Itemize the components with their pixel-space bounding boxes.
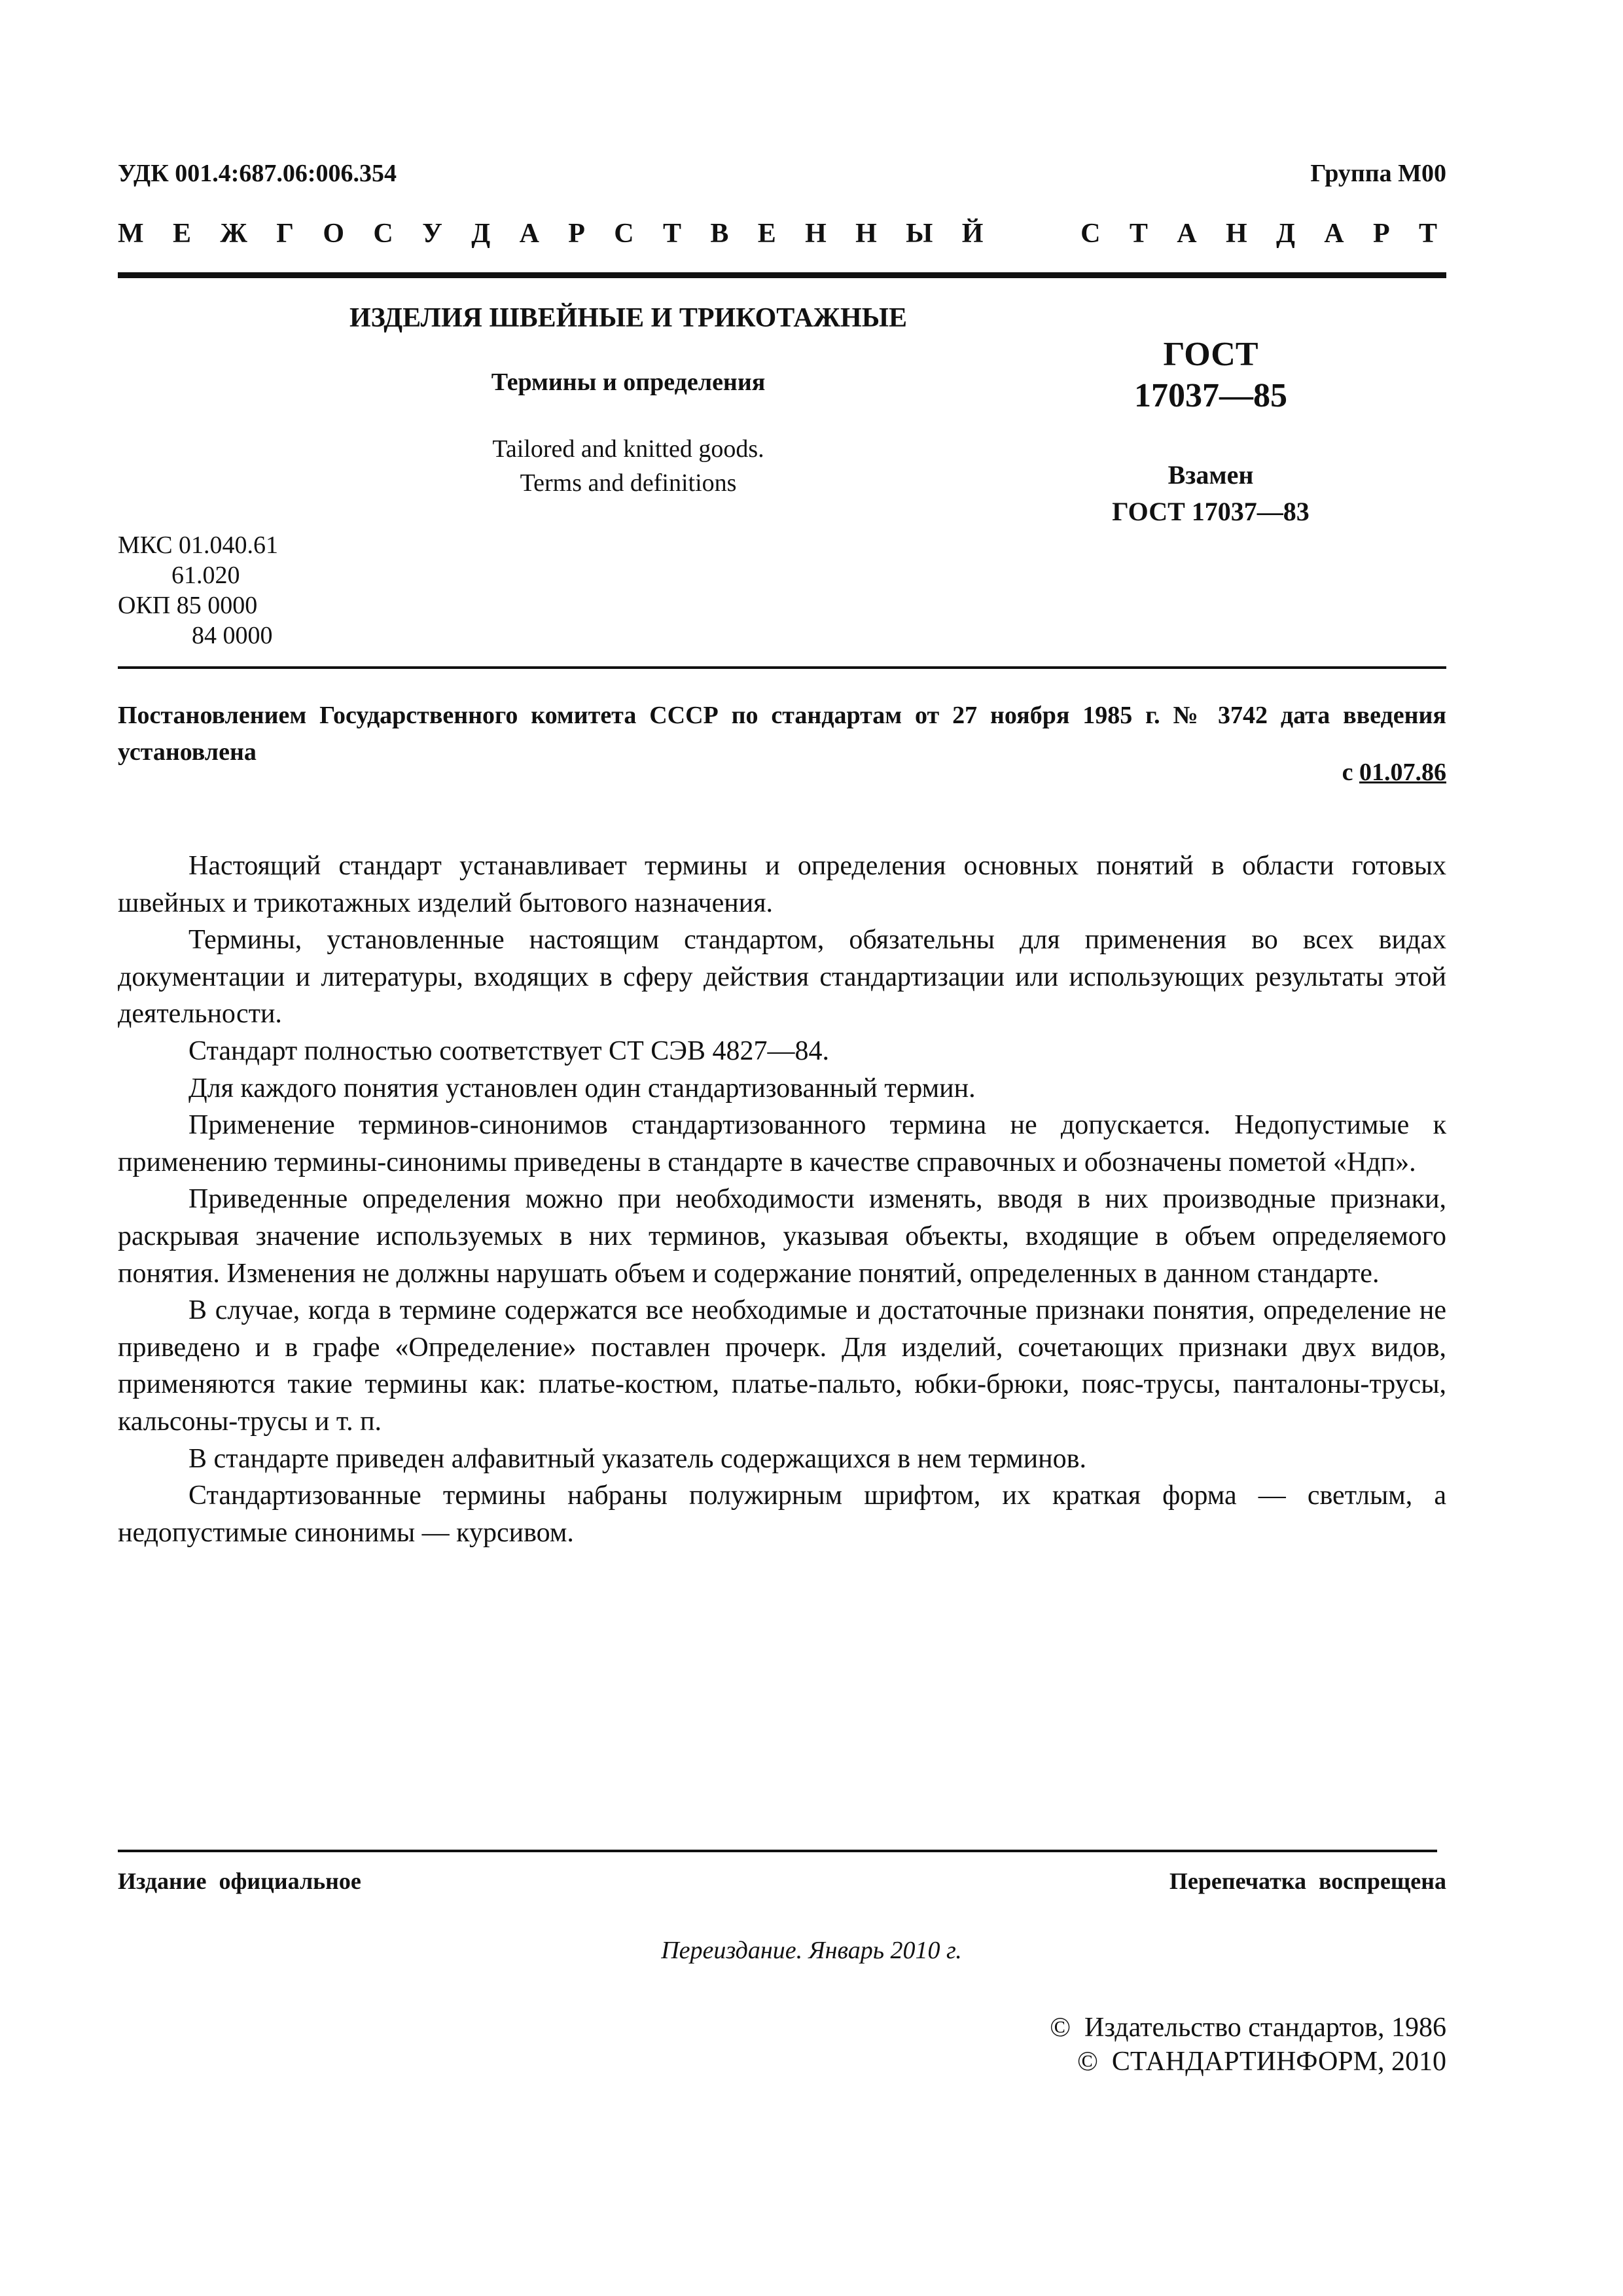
body-text: [118, 848, 1446, 1551]
letter: Н: [1225, 219, 1247, 249]
letter: А: [1324, 219, 1344, 249]
paragraph: Для каждого понятия установлен один стандартизованный термин.: [188, 1073, 976, 1103]
letter: Д: [1275, 219, 1295, 249]
letter: Н: [805, 219, 827, 249]
english-title-line2: Terms and definitions: [520, 469, 737, 497]
letter: М: [118, 219, 144, 249]
paragraph: Термины, установленные настоящим стандартом, обязательны для применения во всех видах документации и литературы, входящих в сферу действия стандартизации или использующих результаты этой деятельности.: [118, 925, 1446, 1030]
replaces-number: ГОСТ 17037—83: [1112, 497, 1310, 526]
gost-number: 17037—85: [1134, 377, 1287, 414]
udk-code: УДК 001.4:687.06:006.354: [118, 160, 397, 187]
letter: Т: [1418, 219, 1437, 249]
introduction-date: [1342, 758, 1446, 787]
paragraph: Стандарт полностью соответствует СТ СЭВ 4827—84.: [188, 1035, 829, 1066]
copyright-line-1: © Издательство стандартов, 1986: [1050, 2013, 1446, 2043]
word-gap: [1012, 214, 1052, 253]
letter: Р: [568, 219, 585, 249]
letter: Р: [1372, 219, 1390, 249]
letter: Т: [1129, 219, 1148, 249]
codes-rule: [118, 666, 1446, 669]
paragraph: Стандартизованные термины набраны полужирным шрифтом, их краткая форма — светлым, а недопустимые синонимы — курсивом.: [118, 1480, 1446, 1548]
standard-type-heading: [118, 214, 1437, 253]
paragraph: Применение терминов-синонимов стандартизованного термина не допускается. Недопустимые к применению термины-синонимы приведены в стандарте в качестве справочных и обозначены пометой «Ндп».: [118, 1110, 1446, 1177]
letter: Т: [662, 219, 681, 249]
letter: О: [323, 219, 345, 249]
footer-rule: [118, 1850, 1437, 1852]
okp-code-secondary: 84 0000: [192, 622, 273, 649]
letter: А: [1177, 219, 1197, 249]
group-code: Группа М00: [1310, 160, 1446, 187]
document-subtitle: Термины и определения: [491, 368, 766, 396]
replaces-label: Взамен: [1168, 460, 1254, 490]
header-rule: [118, 272, 1446, 278]
letter: Ж: [220, 219, 247, 249]
date-prefix: с: [1342, 759, 1353, 786]
letter: Ы: [906, 219, 933, 249]
letter: С: [614, 219, 634, 249]
letter: С: [373, 219, 393, 249]
paragraph: В стандарте приведен алфавитный указатель содержащихся в нем терминов.: [188, 1443, 1086, 1474]
classification-codes: [118, 530, 278, 651]
paragraph: Приведенные определения можно при необходимости изменять, вводя в них производные признаки, раскрывая значение используемых в них терминов, указывая объекты, входящие в объем определяемого понятия. Изменения не должны нарушать объем и содержание понятий, определенных в данном стандарте.: [118, 1184, 1446, 1289]
english-title-line1: Tailored and knitted goods.: [492, 435, 764, 463]
date-value: 01.07.86: [1359, 759, 1446, 786]
paragraph: В случае, когда в термине содержатся все необходимые и достаточные признаки понятия, определение не приведено и в графе «Определение» поставлен прочерк. Для изделий, сочетающих признаки двух видов, применяются такие термины как: платье-костюм, платье-пальто, юбки-брюки, пояс-трусы, панталоны-трусы, кальсоны-трусы и т. п.: [118, 1295, 1446, 1437]
decree-text: Постановлением Государственного комитета СССР по стандартам от 27 ноября 1985 г. № 3742 дата введения установлена: [118, 702, 1446, 766]
mks-code: МКС 01.040.61: [118, 531, 279, 559]
gost-label: ГОСТ: [1163, 336, 1258, 373]
copyright-line-2: © СТАНДАРТИНФОРМ, 2010: [1077, 2047, 1446, 2077]
document-title: ИЗДЕЛИЯ ШВЕЙНЫЕ И ТРИКОТАЖНЫЕ: [349, 303, 907, 333]
mks-code-secondary: 61.020: [171, 562, 240, 589]
reprint-prohibited: Перепечатка воспрещена: [1169, 1868, 1446, 1894]
reissue-note: Переиздание. Январь 2010 г.: [661, 1937, 962, 1964]
letter: Е: [173, 219, 192, 249]
letter: Е: [757, 219, 776, 249]
letter: А: [519, 219, 539, 249]
letter: Н: [855, 219, 877, 249]
letter: Й: [961, 219, 984, 249]
okp-code: ОКП 85 0000: [118, 592, 258, 619]
paragraph: Настоящий стандарт устанавливает термины и определения основных понятий в области готовых швейных и трикотажных изделий бытового назначения.: [118, 851, 1446, 918]
letter: У: [422, 219, 442, 249]
letter: Д: [471, 219, 491, 249]
letter: В: [710, 219, 729, 249]
letter: Г: [276, 219, 294, 249]
letter: С: [1080, 219, 1101, 249]
official-edition: Издание официальное: [118, 1868, 361, 1894]
